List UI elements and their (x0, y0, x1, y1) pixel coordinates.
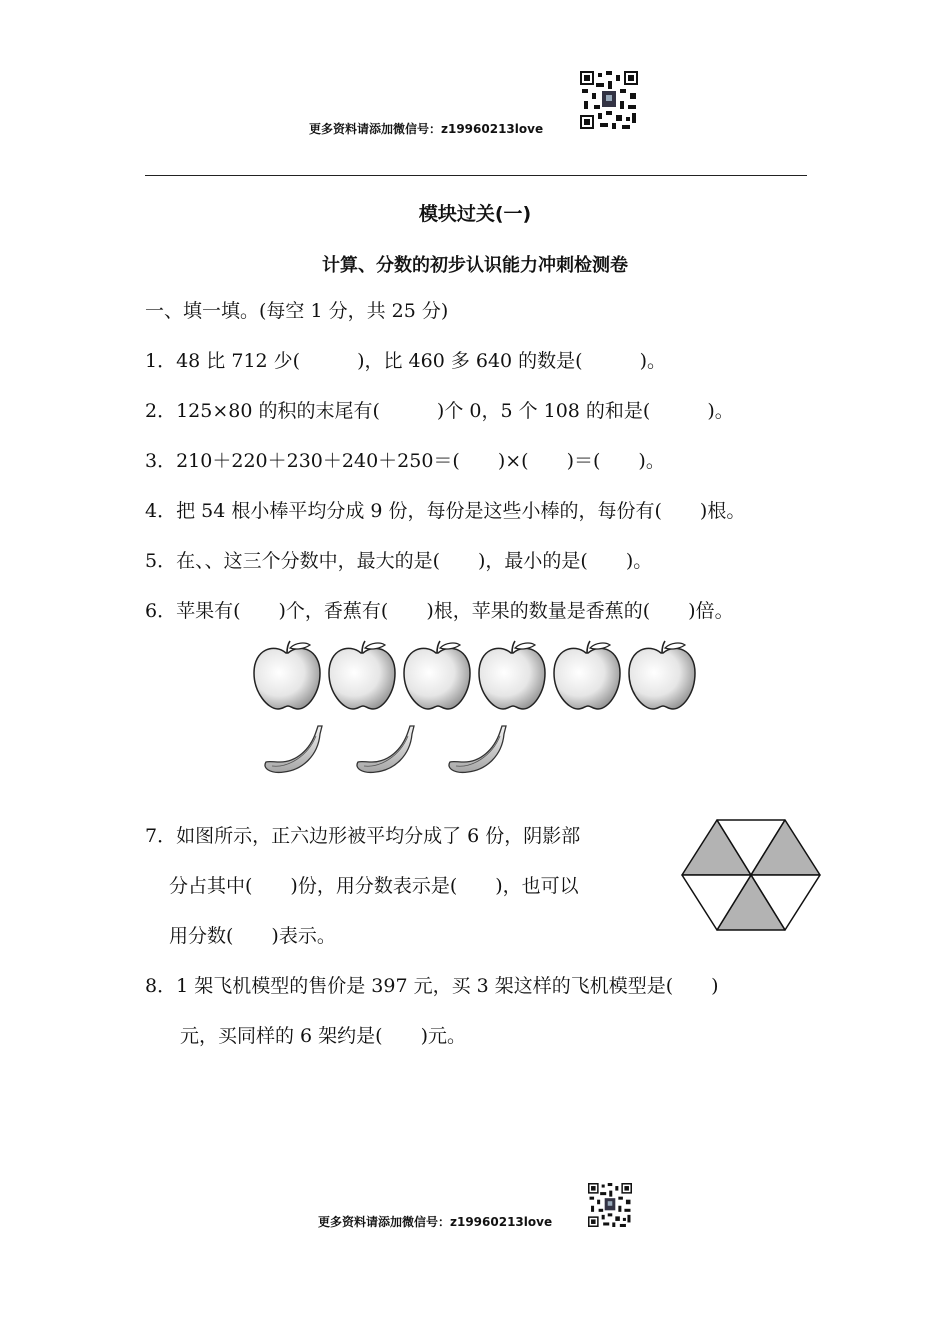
question-text-line: 1 架飞机模型的售价是 397 元，买 3 架这样的飞机模型是( ) (176, 975, 719, 997)
apple-icon (254, 641, 320, 709)
question-number: 7． (145, 825, 177, 847)
question-6 (145, 596, 734, 623)
question-text: 125×80 的积的末尾有( )个 0，5 个 108 的和是( )。 (176, 400, 734, 422)
question-3 (145, 446, 665, 473)
question-text: 48 比 712 少( )，比 460 多 640 的数是( )。 (176, 350, 666, 372)
question-4 (145, 496, 745, 523)
apple-icon (329, 641, 395, 709)
question-number: 1． (145, 350, 177, 372)
hexagon-figure (678, 818, 824, 932)
section-heading: 一、填一填。(每空 1 分，共 25 分) (145, 300, 449, 322)
apples-bananas-figure (240, 635, 720, 780)
question-text: 210＋220＋230＋240＋250＝( )×( )＝( )。 (176, 450, 665, 472)
question-text: 苹果有( )个，香蕉有( )根，苹果的数量是香蕉的( )倍。 (176, 600, 734, 622)
apple-icon (404, 641, 470, 709)
banana-icon (449, 726, 506, 772)
question-number: 2． (145, 400, 177, 422)
question-8-line-2: 元，买同样的 6 架约是( )元。 (180, 1025, 466, 1047)
footer-contact: 更多资料请添加微信号：z19960213love (318, 1215, 553, 1229)
question-5 (145, 546, 652, 573)
qr-code-icon (580, 71, 638, 129)
apple-icon (479, 641, 545, 709)
question-number: 3． (145, 450, 177, 472)
page-title: 模块过关(一) (418, 203, 532, 225)
question-2 (145, 396, 734, 423)
question-1 (145, 346, 666, 373)
question-7-line-2: 分占其中( )份，用分数表示是( )，也可以 (169, 875, 579, 897)
apple-icon (629, 641, 695, 709)
question-text-line: 如图所示，正六边形被平均分成了 6 份，阴影部 (176, 825, 581, 847)
qr-code-icon (588, 1183, 632, 1227)
question-text: 在、、这三个分数中，最大的是( )，最小的是( )。 (176, 550, 653, 572)
question-7-line-3: 用分数( )表示。 (169, 925, 336, 947)
question-number: 6． (145, 600, 177, 622)
question-8 (145, 971, 719, 998)
header-contact: 更多资料请添加微信号：z19960213love (309, 122, 544, 136)
question-number: 8． (145, 975, 177, 997)
banana-icon (265, 726, 322, 772)
apple-icon (554, 641, 620, 709)
page-subtitle: 计算、分数的初步认识能力冲刺检测卷 (322, 255, 628, 276)
banana-icon (357, 726, 414, 772)
question-text: 把 54 根小棒平均分成 9 份，每份是这些小棒的，每份有( )根。 (176, 500, 746, 522)
question-number: 5． (145, 550, 177, 572)
question-number: 4． (145, 500, 177, 522)
header-divider (145, 175, 807, 176)
question-7 (145, 821, 580, 848)
